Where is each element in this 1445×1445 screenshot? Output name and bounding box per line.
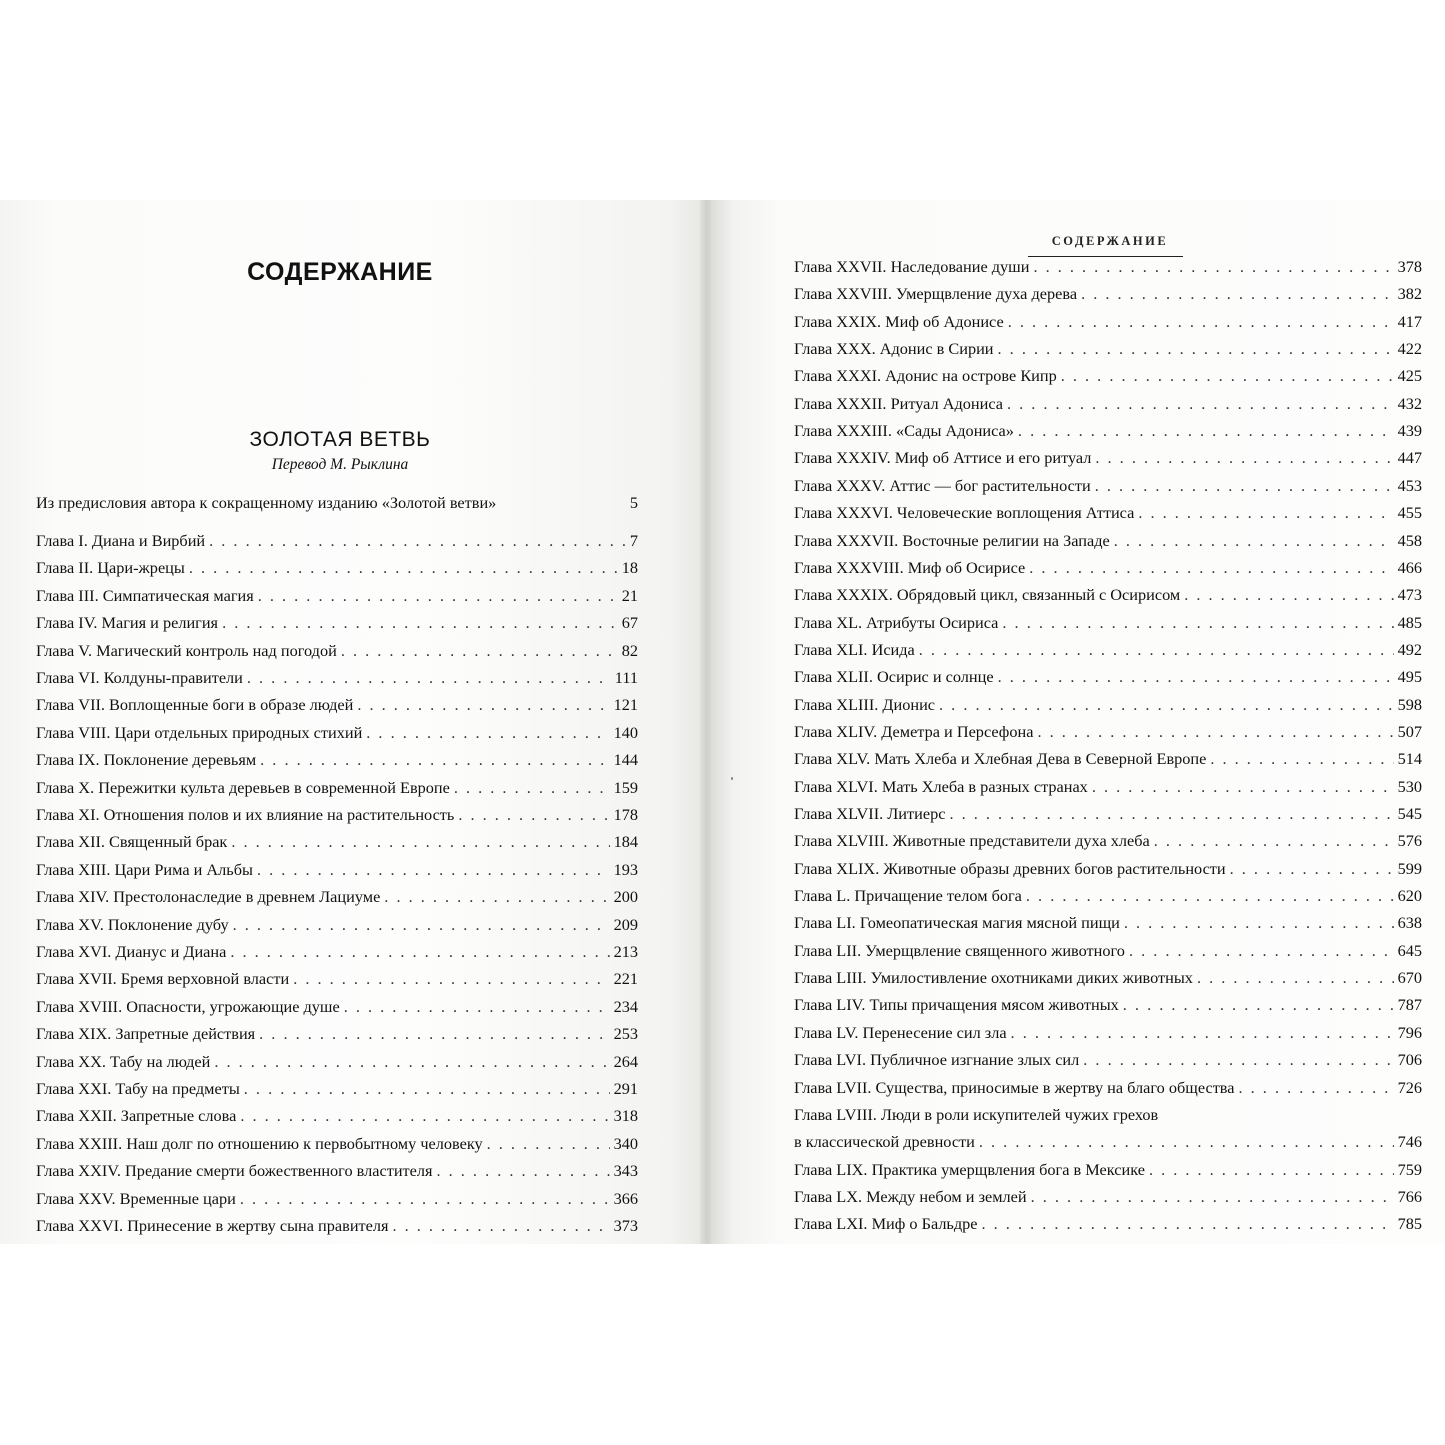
toc-leader-dots bbox=[259, 1024, 609, 1044]
toc-leader-dots bbox=[366, 723, 609, 743]
toc-entry-title: Глава XLII. Осирис и солнце bbox=[794, 667, 994, 687]
toc-leader-dots bbox=[1031, 1187, 1394, 1207]
toc-entry-page: 545 bbox=[1397, 804, 1422, 823]
toc-entry-page: 159 bbox=[613, 777, 638, 797]
toc-entry-title: Глава XLIX. Животные образы древних богов растительности bbox=[794, 858, 1226, 878]
toc-entry bbox=[36, 942, 638, 962]
toc-entry-page: 378 bbox=[1397, 257, 1422, 276]
toc-leader-dots bbox=[1138, 503, 1393, 523]
toc-entry-page: 620 bbox=[1397, 886, 1422, 906]
contents-title: СОДЕРЖАНИЕ bbox=[247, 258, 433, 286]
toc-entry-title: Глава XXVIII. Умерщвление духа дерева bbox=[794, 284, 1078, 304]
toc-leader-dots bbox=[240, 1106, 609, 1126]
toc-entry-page: 7 bbox=[629, 531, 638, 550]
toc-leader-dots bbox=[189, 558, 618, 578]
toc-entry-page: 670 bbox=[1397, 968, 1422, 988]
toc-leader-dots bbox=[233, 915, 610, 935]
toc-leader-dots bbox=[384, 887, 609, 907]
toc-entry-page: 417 bbox=[1397, 311, 1422, 331]
toc-leader-dots bbox=[1026, 886, 1394, 906]
toc-entry bbox=[794, 1078, 1422, 1098]
toc-entry bbox=[36, 1052, 638, 1072]
toc-entry-page: 507 bbox=[1397, 721, 1422, 741]
toc-entry-title: Глава XIX. Запретные действия bbox=[36, 1024, 256, 1044]
toc-entry bbox=[794, 777, 1422, 797]
toc-leader-dots bbox=[240, 1189, 610, 1209]
toc-entry-title: Глава XXI. Табу на предметы bbox=[36, 1079, 240, 1098]
toc-leader-dots bbox=[231, 832, 609, 852]
toc-entry-page: 530 bbox=[1397, 776, 1422, 796]
toc-entry-title: Глава IV. Магия и религия bbox=[36, 613, 219, 633]
toc-entry-title: Глава XXXI. Адонис на острове Кипр bbox=[794, 366, 1057, 386]
toc-entry bbox=[794, 941, 1422, 961]
toc-entry-title: Глава LII. Умерщвление священного животного bbox=[794, 940, 1125, 960]
toc-leader-dots bbox=[214, 1052, 609, 1072]
toc-leader-dots bbox=[1011, 1023, 1394, 1043]
toc-leader-dots bbox=[1197, 968, 1394, 988]
toc-entry-title: Глава XXX. Адонис в Сирии bbox=[794, 339, 994, 359]
toc-entry-title: Глава XXIV. Предание смерти божественного властителя bbox=[36, 1161, 433, 1181]
toc-entry bbox=[794, 667, 1422, 687]
toc-entry bbox=[36, 915, 638, 935]
toc-entry-page: 439 bbox=[1397, 421, 1422, 441]
toc-entry-title: Из предисловия автора к сокращенному изданию «Золотой ветви» bbox=[36, 493, 497, 512]
toc-leader-dots bbox=[357, 695, 609, 715]
book-title: ЗОЛОТАЯ ВЕТВЬ bbox=[249, 428, 431, 451]
toc-entry-title: в классической древности bbox=[794, 1132, 975, 1152]
toc-entry-page: 184 bbox=[613, 832, 638, 852]
toc-entry bbox=[794, 640, 1422, 660]
toc-entry bbox=[794, 613, 1422, 633]
toc-leader-dots bbox=[1037, 722, 1393, 742]
toc-entry-title: Глава XXXIX. Обрядовый цикл, связанный с Осирисом bbox=[794, 585, 1181, 605]
toc-leader-dots bbox=[1002, 613, 1393, 633]
toc-entry bbox=[36, 805, 638, 825]
toc-entry-title: Глава XXXIII. «Сады Адониса» bbox=[794, 421, 1014, 441]
toc-entry bbox=[794, 886, 1422, 906]
toc-entry-page: 5 bbox=[629, 493, 638, 512]
toc-entry bbox=[794, 1105, 1422, 1125]
toc-entry bbox=[36, 668, 638, 688]
toc-entry bbox=[36, 969, 638, 989]
toc-entry-page: 466 bbox=[1397, 557, 1422, 577]
toc-entry-page: 473 bbox=[1397, 585, 1422, 605]
toc-entry-title: Глава XXII. Запретные слова bbox=[36, 1106, 237, 1126]
toc-leader-dots bbox=[979, 1132, 1394, 1152]
toc-leader-dots bbox=[1230, 859, 1394, 879]
toc-leader-dots bbox=[230, 942, 609, 962]
toc-leader-dots bbox=[1029, 558, 1393, 578]
toc-entry-title: Глава LX. Между небом и землей bbox=[794, 1186, 1027, 1206]
toc-entry-page: 598 bbox=[1397, 694, 1422, 714]
paper-speck bbox=[731, 777, 733, 780]
toc-entry bbox=[36, 723, 638, 743]
toc-leader-dots bbox=[222, 613, 618, 633]
toc-entry-page: 111 bbox=[614, 668, 638, 687]
toc-leader-dots bbox=[919, 640, 1394, 660]
toc-entry bbox=[794, 476, 1422, 496]
toc-entry-page: 458 bbox=[1397, 530, 1422, 550]
toc-entry-page: 746 bbox=[1397, 1132, 1422, 1152]
toc-entry-title: Глава XXVII. Наследование души bbox=[794, 257, 1030, 276]
toc-entry-title: Глава VII. Воплощенные боги в образе людей bbox=[36, 695, 354, 715]
toc-entry-page: 645 bbox=[1397, 940, 1422, 960]
toc-leader-dots bbox=[1061, 366, 1394, 386]
toc-entry-title: Глава XV. Поклонение дубу bbox=[36, 914, 229, 934]
toc-leader-dots bbox=[257, 860, 610, 880]
toc-entry bbox=[36, 750, 638, 770]
translator-credit: Перевод М. Рыклина bbox=[271, 456, 409, 473]
toc-entry-title: Глава V. Магический контроль над погодой bbox=[36, 640, 337, 660]
toc-entry bbox=[794, 585, 1422, 605]
toc-entry-title: Глава XLI. Исида bbox=[794, 639, 915, 659]
toc-entry-page: 373 bbox=[613, 1216, 638, 1235]
toc-entry-title: Глава LXI. Миф о Бальдре bbox=[794, 1214, 978, 1234]
toc-entry bbox=[794, 1132, 1422, 1152]
toc-entry-page: 706 bbox=[1397, 1050, 1422, 1070]
toc-entry-title: Глава XX. Табу на людей bbox=[36, 1051, 211, 1071]
toc-entry bbox=[36, 558, 638, 578]
toc-entry bbox=[794, 531, 1422, 551]
toc-entry-title: Глава X. Пережитки культа деревьев в современной Европе bbox=[36, 777, 450, 797]
toc-entry bbox=[794, 257, 1422, 277]
toc-entry bbox=[794, 722, 1422, 742]
toc-leader-dots bbox=[458, 805, 609, 825]
toc-leader-dots bbox=[1095, 476, 1394, 496]
toc-leader-dots bbox=[454, 778, 610, 798]
toc-entry-title: Глава III. Симпатическая магия bbox=[36, 585, 254, 605]
toc-entry-title: Глава XXXV. Аттис — бог растительности bbox=[794, 475, 1091, 495]
toc-entry bbox=[794, 859, 1422, 879]
toc-entry-page: 726 bbox=[1397, 1077, 1422, 1097]
toc-entry-title: Глава LVII. Существа, приносимые в жертву на благо общества bbox=[794, 1077, 1235, 1097]
toc-entry-title: Глава XXIX. Миф об Адонисе bbox=[794, 311, 1004, 331]
toc-leader-dots bbox=[982, 1214, 1394, 1234]
toc-entry-title: Глава XXXII. Ритуал Адониса bbox=[794, 393, 1003, 413]
toc-entry-page: 425 bbox=[1397, 366, 1422, 386]
toc-leader-dots bbox=[1114, 531, 1394, 551]
toc-leader-dots bbox=[247, 668, 611, 688]
toc-entry bbox=[794, 448, 1422, 468]
toc-entry-page: 200 bbox=[613, 887, 638, 907]
toc-entry-page: 492 bbox=[1397, 639, 1422, 659]
toc-entry-title: Глава XXIII. Наш долг по отношению к первобытному человеку bbox=[36, 1133, 483, 1153]
toc-entry-page: 787 bbox=[1397, 995, 1422, 1015]
toc-entry-page: 264 bbox=[613, 1051, 638, 1071]
toc-entry bbox=[794, 749, 1422, 769]
toc-entry-title: Глава II. Цари-жрецы bbox=[36, 558, 185, 578]
toc-entry bbox=[36, 997, 638, 1017]
toc-entry-title: Глава LIX. Практика умерщвления бога в Мексике bbox=[794, 1159, 1145, 1179]
toc-entry bbox=[794, 804, 1422, 824]
toc-leader-dots bbox=[260, 750, 609, 770]
toc-entry-page: 18 bbox=[621, 558, 638, 578]
toc-leader-dots bbox=[1129, 941, 1394, 961]
toc-entry-title: Глава XXVI. Принесение в жертву сына правителя bbox=[36, 1216, 389, 1235]
toc-leader-dots bbox=[998, 339, 1394, 359]
toc-entry-page: 67 bbox=[621, 613, 638, 633]
toc-entry-title: Глава XLVII. Литиерс bbox=[794, 804, 946, 823]
toc-entry-title: Глава XXXVIII. Миф об Осирисе bbox=[794, 557, 1026, 577]
toc-leader-dots bbox=[1184, 585, 1393, 605]
toc-entry bbox=[794, 312, 1422, 332]
toc-leader-dots bbox=[258, 586, 618, 606]
toc-entry bbox=[36, 832, 638, 852]
toc-leader-dots bbox=[209, 531, 626, 551]
toc-entry-title: Глава XL. Атрибуты Осириса bbox=[794, 612, 999, 632]
right-page bbox=[711, 200, 1445, 1244]
toc-leader-dots bbox=[341, 641, 618, 661]
toc-entry-title: Глава VI. Колдуны-правители bbox=[36, 668, 243, 687]
toc-entry-title: Глава XVII. Бремя верховной власти bbox=[36, 969, 290, 989]
toc-leader-dots bbox=[393, 1216, 610, 1236]
toc-entry-page: 599 bbox=[1397, 858, 1422, 878]
toc-leader-dots bbox=[1239, 1078, 1394, 1098]
toc-leader-dots bbox=[1149, 1160, 1394, 1180]
toc-entry bbox=[794, 913, 1422, 933]
toc-leader-dots bbox=[1092, 777, 1394, 797]
toc-entry-page: 318 bbox=[613, 1106, 638, 1126]
toc-entry bbox=[794, 558, 1422, 578]
toc-entry bbox=[794, 394, 1422, 414]
toc-leader-dots bbox=[998, 667, 1394, 687]
toc-entry-page: 291 bbox=[613, 1079, 638, 1098]
toc-leader-dots bbox=[1210, 749, 1393, 769]
toc-leader-dots bbox=[1033, 257, 1393, 277]
toc-entry-title: Глава XLV. Мать Хлеба и Хлебная Дева в Северной Европе bbox=[794, 749, 1207, 769]
toc-entry-title: Глава XII. Священный брак bbox=[36, 832, 228, 852]
toc-entry-page: 121 bbox=[613, 695, 638, 715]
toc-entry bbox=[36, 586, 638, 606]
toc-entry bbox=[794, 503, 1422, 523]
toc-entry-page: 253 bbox=[613, 1024, 638, 1044]
toc-entry bbox=[794, 339, 1422, 359]
toc-entry bbox=[794, 1214, 1422, 1234]
toc-entry-title: Глава XXXVI. Человеческие воплощения Аттиса bbox=[794, 503, 1135, 523]
toc-entry bbox=[794, 695, 1422, 715]
toc-entry-title: Глава XXXVII. Восточные религии на Западе bbox=[794, 530, 1110, 550]
toc-leader-dots bbox=[939, 695, 1394, 715]
toc-entry bbox=[794, 1023, 1422, 1043]
toc-entry-title: Глава LVI. Публичное изгнание злых сил bbox=[794, 1050, 1080, 1070]
toc-leader-dots bbox=[293, 969, 609, 989]
toc-entry-page: 796 bbox=[1397, 1022, 1422, 1042]
toc-entry-page: 453 bbox=[1397, 475, 1422, 495]
toc-leader-dots bbox=[344, 997, 610, 1017]
toc-entry-title: Глава XLIII. Дионис bbox=[794, 694, 936, 714]
toc-entry-page: 82 bbox=[621, 640, 638, 660]
toc-entry bbox=[36, 1189, 638, 1209]
toc-entry bbox=[794, 1187, 1422, 1207]
toc-entry-page: 422 bbox=[1397, 339, 1422, 359]
toc-leader-dots bbox=[1008, 312, 1394, 332]
toc-entry-page: 21 bbox=[621, 585, 638, 605]
toc-entry bbox=[36, 695, 638, 715]
toc-entry bbox=[36, 531, 638, 551]
toc-entry-title: Глава I. Диана и Вирбий bbox=[36, 531, 206, 550]
toc-leader-dots bbox=[1124, 913, 1394, 933]
toc-entry-page: 178 bbox=[613, 805, 638, 824]
toc-entry bbox=[794, 284, 1422, 304]
toc-entry-title: Глава LIII. Умилостивление охотниками диких животных bbox=[794, 968, 1193, 988]
toc-entry bbox=[36, 613, 638, 633]
toc-entry-title: Глава LVIII. Люди в роли искупителей чужих грехов bbox=[794, 1104, 1159, 1124]
toc-entry-page: 576 bbox=[1397, 831, 1422, 851]
toc-entry-title: Глава XLIV. Деметра и Персефона bbox=[794, 721, 1034, 741]
toc-entry-page: 382 bbox=[1397, 284, 1422, 304]
toc-leader-dots bbox=[487, 1134, 610, 1154]
toc-entry-title: Глава XVIII. Опасности, угрожающие душе bbox=[36, 996, 340, 1016]
toc-entry-page: 514 bbox=[1397, 749, 1422, 769]
toc-entry-page: 209 bbox=[613, 914, 638, 934]
toc-entry-page: 638 bbox=[1397, 913, 1422, 933]
toc-entry bbox=[36, 1134, 638, 1154]
toc-entry-title: Глава LV. Перенесение сил зла bbox=[794, 1022, 1007, 1042]
toc-leader-dots bbox=[244, 1079, 610, 1099]
toc-entry-page: 759 bbox=[1397, 1159, 1422, 1179]
toc-entry-page: 343 bbox=[613, 1161, 638, 1181]
toc-entry-page: 140 bbox=[613, 722, 638, 742]
toc-entry-page: 766 bbox=[1397, 1186, 1422, 1206]
toc-entry bbox=[36, 641, 638, 661]
toc-entry bbox=[794, 831, 1422, 851]
left-page bbox=[0, 200, 705, 1244]
toc-entry-page: 366 bbox=[613, 1188, 638, 1208]
toc-entry-title: Глава XIII. Цари Рима и Альбы bbox=[36, 859, 253, 879]
running-head: СОДЕРЖАНИЕ bbox=[1051, 234, 1169, 248]
toc-leader-dots bbox=[949, 804, 1393, 824]
toc-leader-dots bbox=[1007, 394, 1394, 414]
toc-entry bbox=[36, 1106, 638, 1126]
toc-entry-title: Глава XLVIII. Животные представители духа хлеба bbox=[794, 831, 1150, 851]
toc-entry-page: 340 bbox=[613, 1133, 638, 1153]
toc-entry-page: 485 bbox=[1397, 612, 1422, 632]
toc-entry-title: Глава LI. Гомеопатическая магия мясной пищи bbox=[794, 913, 1120, 933]
toc-entry-page: 785 bbox=[1397, 1214, 1422, 1234]
toc-entry bbox=[794, 421, 1422, 441]
toc-entry-title: Глава XIV. Престолонаследие в древнем Лациуме bbox=[36, 887, 381, 907]
toc-leader-dots bbox=[1154, 831, 1394, 851]
toc-entry-page: 432 bbox=[1397, 393, 1422, 413]
toc-leader-dots bbox=[1018, 421, 1394, 441]
toc-entry bbox=[36, 887, 638, 907]
toc-entry-title: Глава VIII. Цари отдельных природных стихий bbox=[36, 722, 363, 742]
toc-entry bbox=[36, 493, 638, 513]
toc-entry-page: 495 bbox=[1397, 667, 1422, 687]
toc-leader-dots bbox=[1123, 995, 1394, 1015]
toc-entry-page: 193 bbox=[613, 859, 638, 879]
toc-leader-dots bbox=[437, 1161, 610, 1181]
toc-entry bbox=[794, 995, 1422, 1015]
toc-entry bbox=[794, 1050, 1422, 1070]
toc-entry bbox=[36, 1024, 638, 1044]
toc-entry-page: 144 bbox=[613, 750, 638, 770]
toc-entry-title: Глава IX. Поклонение деревьям bbox=[36, 750, 257, 770]
toc-entry-page: 455 bbox=[1397, 503, 1422, 523]
toc-entry-page: 213 bbox=[613, 942, 638, 961]
toc-entry-page: 447 bbox=[1397, 448, 1422, 468]
toc-entry bbox=[36, 1161, 638, 1181]
toc-entry-page: 234 bbox=[613, 996, 638, 1016]
toc-entry bbox=[36, 1079, 638, 1099]
toc-leader-dots bbox=[1083, 1050, 1393, 1070]
toc-entry bbox=[794, 366, 1422, 386]
toc-entry bbox=[794, 968, 1422, 988]
toc-entry-page: 221 bbox=[613, 969, 638, 989]
toc-entry-title: Глава XXXIV. Миф об Аттисе и его ритуал bbox=[794, 448, 1092, 468]
toc-entry bbox=[36, 778, 638, 798]
toc-entry-title: Глава LIV. Типы причащения мясом животных bbox=[794, 995, 1119, 1015]
toc-entry-title: Глава XXV. Временные цари bbox=[36, 1188, 236, 1208]
toc-entry bbox=[36, 860, 638, 880]
toc-entry-title: Глава XI. Отношения полов и их влияние на растительность bbox=[36, 805, 455, 824]
toc-entry bbox=[36, 1216, 638, 1236]
toc-entry bbox=[794, 1160, 1422, 1180]
toc-leader-dots bbox=[1095, 448, 1393, 468]
toc-entry-title: Глава L. Причащение телом бога bbox=[794, 886, 1022, 906]
toc-leader-dots bbox=[1081, 284, 1394, 304]
toc-entry-title: Глава XLVI. Мать Хлеба в разных странах bbox=[794, 776, 1088, 796]
toc-entry-title: Глава XVI. Дианус и Диана bbox=[36, 942, 227, 961]
